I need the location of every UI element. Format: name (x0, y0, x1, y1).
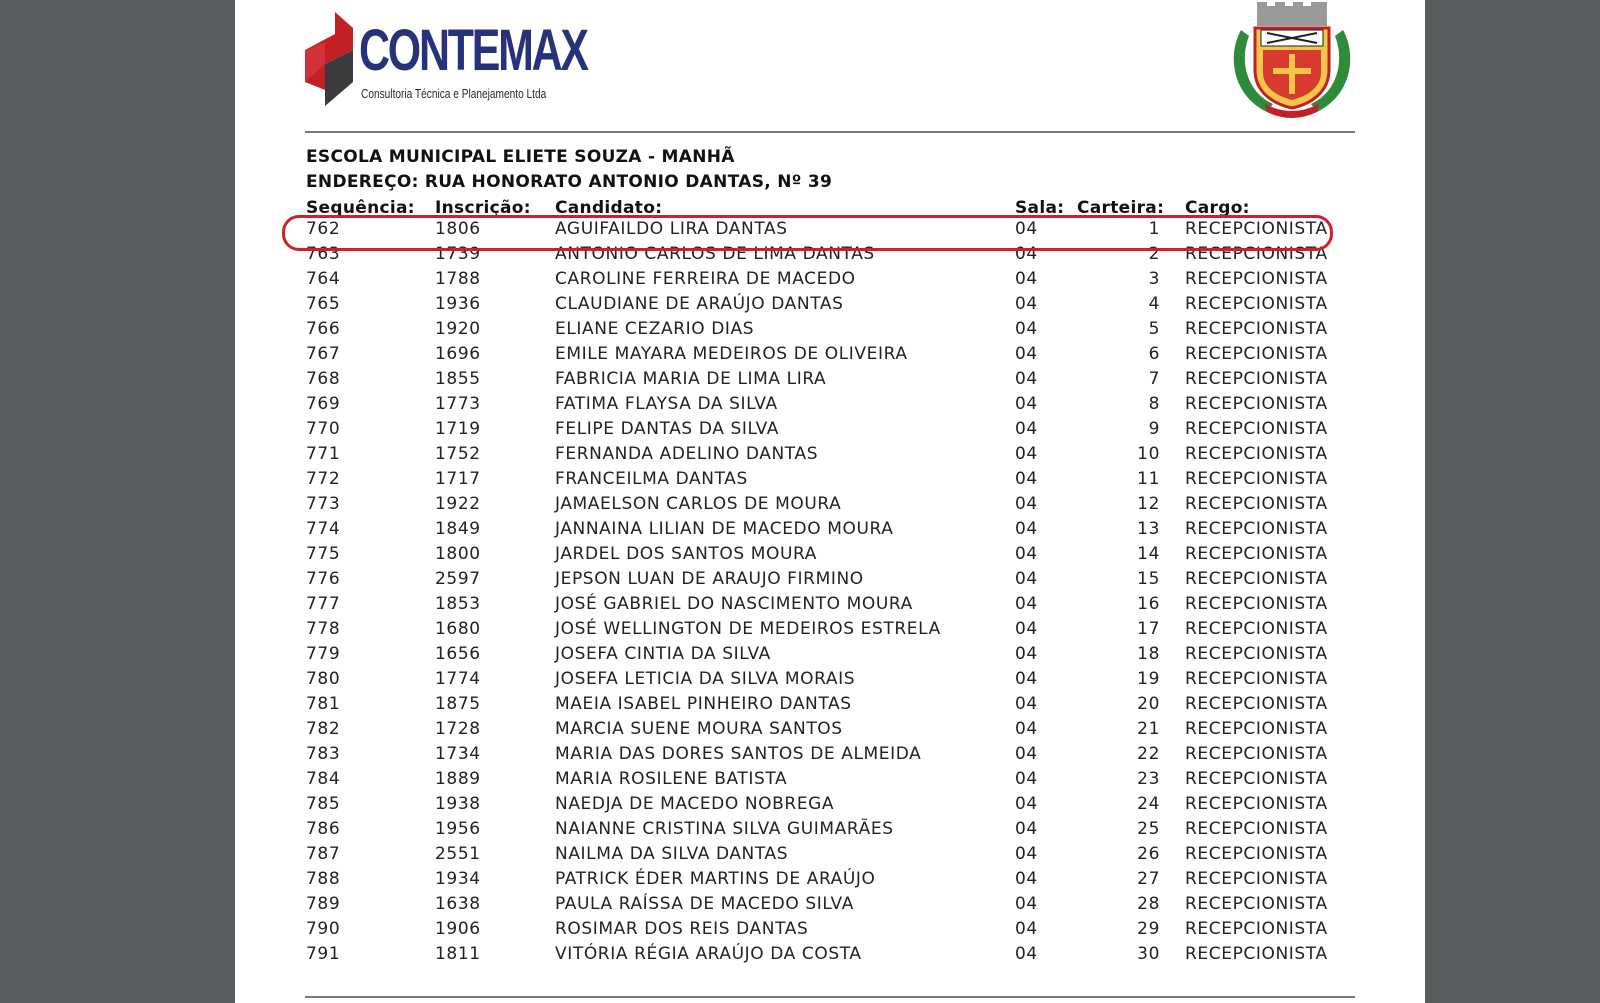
cell-cargo: RECEPCIONISTA (1185, 794, 1328, 814)
table-row (235, 692, 1425, 717)
cell-sequencia: 774 (306, 519, 341, 539)
cell-sequencia: 784 (306, 769, 341, 789)
cell-inscricao: 1938 (435, 794, 481, 814)
cell-sala: 04 (1015, 444, 1038, 464)
cell-inscricao: 1849 (435, 519, 481, 539)
document-page (235, 0, 1425, 1003)
cell-carteira: 1 (1148, 219, 1160, 239)
cell-inscricao: 1811 (435, 944, 481, 964)
cell-sala: 04 (1015, 394, 1038, 414)
cell-sala: 04 (1015, 669, 1038, 689)
cell-sequencia: 771 (306, 444, 341, 464)
cell-cargo: RECEPCIONISTA (1185, 644, 1328, 664)
cell-candidato: MARIA ROSILENE BATISTA (555, 769, 788, 789)
column-header-inscricao: Inscrição: (435, 198, 531, 218)
cell-candidato: MARIA DAS DORES SANTOS DE ALMEIDA (555, 744, 922, 764)
cell-carteira: 29 (1137, 919, 1160, 939)
cell-inscricao: 1922 (435, 494, 481, 514)
cell-inscricao: 1734 (435, 744, 481, 764)
column-header-cargo: Cargo: (1185, 198, 1250, 218)
cell-candidato: FRANCEILMA DANTAS (555, 469, 748, 489)
cell-sequencia: 778 (306, 619, 341, 639)
table-row (235, 292, 1425, 317)
cell-carteira: 26 (1137, 844, 1160, 864)
column-header-candidato: Candidato: (555, 198, 663, 218)
cell-cargo: RECEPCIONISTA (1185, 919, 1328, 939)
cell-sequencia: 768 (306, 369, 341, 389)
table-row (235, 542, 1425, 567)
cell-sala: 04 (1015, 544, 1038, 564)
cell-sequencia: 780 (306, 669, 341, 689)
cell-inscricao: 1774 (435, 669, 481, 689)
cell-inscricao: 1800 (435, 544, 481, 564)
cell-inscricao: 1855 (435, 369, 481, 389)
cell-carteira: 17 (1137, 619, 1160, 639)
cell-inscricao: 1728 (435, 719, 481, 739)
cell-carteira: 16 (1137, 594, 1160, 614)
cell-sala: 04 (1015, 944, 1038, 964)
cell-cargo: RECEPCIONISTA (1185, 219, 1328, 239)
school-address: ENDEREÇO: RUA HONORATO ANTONIO DANTAS, Nº 39 (306, 172, 833, 192)
cell-cargo: RECEPCIONISTA (1185, 844, 1328, 864)
cell-candidato: FATIMA FLAYSA DA SILVA (555, 394, 778, 414)
table-row (235, 217, 1425, 242)
cell-candidato: NAIANNE CRISTINA SILVA GUIMARÃES (555, 819, 894, 839)
cell-sequencia: 782 (306, 719, 341, 739)
cell-cargo: RECEPCIONISTA (1185, 569, 1328, 589)
cell-cargo: RECEPCIONISTA (1185, 269, 1328, 289)
cell-inscricao: 1656 (435, 644, 481, 664)
cell-carteira: 23 (1137, 769, 1160, 789)
cell-sequencia: 766 (306, 319, 341, 339)
cell-candidato: PATRICK ÉDER MARTINS DE ARAÚJO (555, 869, 876, 889)
cell-sala: 04 (1015, 494, 1038, 514)
table-row (235, 267, 1425, 292)
cell-inscricao: 1875 (435, 694, 481, 714)
table-row (235, 242, 1425, 267)
cell-sequencia: 785 (306, 794, 341, 814)
cell-sequencia: 775 (306, 544, 341, 564)
cell-sala: 04 (1015, 769, 1038, 789)
cell-carteira: 2 (1148, 244, 1160, 264)
cell-sequencia: 788 (306, 869, 341, 889)
table-row (235, 942, 1425, 967)
cell-sala: 04 (1015, 469, 1038, 489)
cell-candidato: MAEIA ISABEL PINHEIRO DANTAS (555, 694, 852, 714)
cell-inscricao: 1680 (435, 619, 481, 639)
logo-tagline: Consultoria Técnica e Planejamento Ltda (361, 86, 547, 101)
table-row (235, 442, 1425, 467)
cell-carteira: 5 (1148, 319, 1160, 339)
cell-candidato: AGUIFAILDO LIRA DANTAS (555, 219, 788, 239)
table-row (235, 817, 1425, 842)
footer-divider (305, 996, 1355, 998)
cell-carteira: 24 (1137, 794, 1160, 814)
column-header-carteira: Carteira: (1077, 198, 1165, 218)
contemax-logo (305, 12, 587, 108)
cell-cargo: RECEPCIONISTA (1185, 594, 1328, 614)
cell-carteira: 12 (1137, 494, 1160, 514)
cell-cargo: RECEPCIONISTA (1185, 694, 1328, 714)
table-row (235, 642, 1425, 667)
cell-candidato: JOSÉ GABRIEL DO NASCIMENTO MOURA (555, 594, 913, 614)
cell-candidato: JANNAINA LILIAN DE MACEDO MOURA (555, 519, 894, 539)
table-row (235, 467, 1425, 492)
municipal-crest-icon (1227, 0, 1357, 122)
cell-cargo: RECEPCIONISTA (1185, 244, 1328, 264)
cell-cargo: RECEPCIONISTA (1185, 369, 1328, 389)
cell-sala: 04 (1015, 869, 1038, 889)
cell-candidato: JOSEFA LETICIA DA SILVA MORAIS (555, 669, 856, 689)
logo-name: CONTEMAX (359, 18, 587, 83)
cell-carteira: 4 (1148, 294, 1160, 314)
cell-cargo: RECEPCIONISTA (1185, 744, 1328, 764)
table-row (235, 592, 1425, 617)
cell-sequencia: 776 (306, 569, 341, 589)
table-row (235, 667, 1425, 692)
cell-candidato: JOSÉ WELLINGTON DE MEDEIROS ESTRELA (555, 619, 941, 639)
cell-sala: 04 (1015, 919, 1038, 939)
cell-carteira: 25 (1137, 819, 1160, 839)
cell-carteira: 13 (1137, 519, 1160, 539)
table-row (235, 617, 1425, 642)
cell-cargo: RECEPCIONISTA (1185, 869, 1328, 889)
cell-cargo: RECEPCIONISTA (1185, 469, 1328, 489)
table-row (235, 917, 1425, 942)
cell-sala: 04 (1015, 794, 1038, 814)
cell-sala: 04 (1015, 344, 1038, 364)
table-row (235, 842, 1425, 867)
cell-inscricao: 1906 (435, 919, 481, 939)
header-divider (305, 131, 1355, 133)
cell-candidato: FABRICIA MARIA DE LIMA LIRA (555, 369, 827, 389)
table-row (235, 742, 1425, 767)
cell-sequencia: 790 (306, 919, 341, 939)
cell-cargo: RECEPCIONISTA (1185, 769, 1328, 789)
cell-sala: 04 (1015, 294, 1038, 314)
cell-sala: 04 (1015, 844, 1038, 864)
cell-sequencia: 787 (306, 844, 341, 864)
cell-carteira: 10 (1137, 444, 1160, 464)
cell-inscricao: 1936 (435, 294, 481, 314)
cell-sequencia: 770 (306, 419, 341, 439)
table-row (235, 342, 1425, 367)
cell-cargo: RECEPCIONISTA (1185, 669, 1328, 689)
cell-carteira: 18 (1137, 644, 1160, 664)
cell-inscricao: 1773 (435, 394, 481, 414)
cell-sequencia: 772 (306, 469, 341, 489)
cell-carteira: 21 (1137, 719, 1160, 739)
cell-carteira: 30 (1137, 944, 1160, 964)
cell-cargo: RECEPCIONISTA (1185, 444, 1328, 464)
cell-cargo: RECEPCIONISTA (1185, 419, 1328, 439)
cell-inscricao: 1752 (435, 444, 481, 464)
table-row (235, 517, 1425, 542)
cell-cargo: RECEPCIONISTA (1185, 619, 1328, 639)
cell-candidato: JOSEFA CINTIA DA SILVA (555, 644, 771, 664)
cell-sala: 04 (1015, 744, 1038, 764)
cell-sequencia: 777 (306, 594, 341, 614)
cell-sequencia: 789 (306, 894, 341, 914)
table-row (235, 567, 1425, 592)
cell-sala: 04 (1015, 519, 1038, 539)
cell-carteira: 7 (1148, 369, 1160, 389)
cell-candidato: ANTONIO CARLOS DE LIMA DANTAS (555, 244, 875, 264)
cell-sala: 04 (1015, 219, 1038, 239)
cell-candidato: PAULA RAÍSSA DE MACEDO SILVA (555, 894, 854, 914)
cell-carteira: 27 (1137, 869, 1160, 889)
cell-candidato: VITÓRIA RÉGIA ARAÚJO DA COSTA (555, 944, 862, 964)
cell-sala: 04 (1015, 619, 1038, 639)
table-row (235, 717, 1425, 742)
cell-cargo: RECEPCIONISTA (1185, 344, 1328, 364)
cell-sequencia: 783 (306, 744, 341, 764)
cell-candidato: CAROLINE FERREIRA DE MACEDO (555, 269, 856, 289)
cell-sequencia: 762 (306, 219, 341, 239)
cell-sequencia: 764 (306, 269, 341, 289)
cell-sala: 04 (1015, 419, 1038, 439)
cell-carteira: 14 (1137, 544, 1160, 564)
cell-sequencia: 763 (306, 244, 341, 264)
cell-carteira: 11 (1137, 469, 1160, 489)
cell-inscricao: 1934 (435, 869, 481, 889)
table-row (235, 767, 1425, 792)
cell-candidato: NAILMA DA SILVA DANTAS (555, 844, 789, 864)
table-row (235, 317, 1425, 342)
cell-cargo: RECEPCIONISTA (1185, 719, 1328, 739)
cell-sequencia: 773 (306, 494, 341, 514)
cell-sala: 04 (1015, 244, 1038, 264)
cell-cargo: RECEPCIONISTA (1185, 394, 1328, 414)
table-row (235, 892, 1425, 917)
table-row (235, 417, 1425, 442)
cell-sequencia: 779 (306, 644, 341, 664)
cell-sala: 04 (1015, 819, 1038, 839)
cell-sequencia: 769 (306, 394, 341, 414)
cell-candidato: NAEDJA DE MACEDO NOBREGA (555, 794, 835, 814)
cell-inscricao: 1739 (435, 244, 481, 264)
cell-candidato: ROSIMAR DOS REIS DANTAS (555, 919, 809, 939)
cell-candidato: MARCIA SUENE MOURA SANTOS (555, 719, 843, 739)
cell-sala: 04 (1015, 569, 1038, 589)
cell-inscricao: 1638 (435, 894, 481, 914)
cell-sala: 04 (1015, 369, 1038, 389)
cell-inscricao: 2551 (435, 844, 481, 864)
cell-carteira: 20 (1137, 694, 1160, 714)
cell-cargo: RECEPCIONISTA (1185, 294, 1328, 314)
cell-inscricao: 1853 (435, 594, 481, 614)
cell-candidato: JARDEL DOS SANTOS MOURA (555, 544, 817, 564)
cell-candidato: FELIPE DANTAS DA SILVA (555, 419, 780, 439)
cell-candidato: ELIANE CEZARIO DIAS (555, 319, 755, 339)
table-row (235, 792, 1425, 817)
cell-sala: 04 (1015, 269, 1038, 289)
cell-sala: 04 (1015, 319, 1038, 339)
table-row (235, 492, 1425, 517)
cell-inscricao: 1889 (435, 769, 481, 789)
cell-inscricao: 1788 (435, 269, 481, 289)
cell-candidato: JAMAELSON CARLOS DE MOURA (555, 494, 842, 514)
table-row (235, 367, 1425, 392)
cell-carteira: 22 (1137, 744, 1160, 764)
cell-carteira: 3 (1148, 269, 1160, 289)
cell-carteira: 15 (1137, 569, 1160, 589)
cell-candidato: JEPSON LUAN DE ARAUJO FIRMINO (555, 569, 864, 589)
cell-sequencia: 765 (306, 294, 341, 314)
cell-cargo: RECEPCIONISTA (1185, 819, 1328, 839)
cell-sala: 04 (1015, 644, 1038, 664)
cell-inscricao: 1920 (435, 319, 481, 339)
cell-cargo: RECEPCIONISTA (1185, 519, 1328, 539)
cell-cargo: RECEPCIONISTA (1185, 894, 1328, 914)
cell-sala: 04 (1015, 594, 1038, 614)
cell-sequencia: 767 (306, 344, 341, 364)
column-header-sequencia: Sequência: (306, 198, 415, 218)
cell-inscricao: 1717 (435, 469, 481, 489)
cell-carteira: 28 (1137, 894, 1160, 914)
cell-cargo: RECEPCIONISTA (1185, 494, 1328, 514)
cell-inscricao: 1719 (435, 419, 481, 439)
cell-cargo: RECEPCIONISTA (1185, 319, 1328, 339)
cell-inscricao: 1956 (435, 819, 481, 839)
cell-carteira: 19 (1137, 669, 1160, 689)
column-header-sala: Sala: (1015, 198, 1065, 218)
cell-sequencia: 786 (306, 819, 341, 839)
cell-cargo: RECEPCIONISTA (1185, 544, 1328, 564)
table-row (235, 392, 1425, 417)
cell-sala: 04 (1015, 694, 1038, 714)
school-name: ESCOLA MUNICIPAL ELIETE SOUZA - MANHÃ (306, 147, 735, 167)
cell-inscricao: 2597 (435, 569, 481, 589)
cell-inscricao: 1696 (435, 344, 481, 364)
cell-carteira: 9 (1148, 419, 1160, 439)
contemax-logo-icon (305, 12, 357, 108)
cell-candidato: EMILE MAYARA MEDEIROS DE OLIVEIRA (555, 344, 908, 364)
cell-candidato: CLAUDIANE DE ARAÚJO DANTAS (555, 294, 844, 314)
cell-candidato: FERNANDA ADELINO DANTAS (555, 444, 819, 464)
cell-sala: 04 (1015, 894, 1038, 914)
cell-carteira: 6 (1148, 344, 1160, 364)
cell-inscricao: 1806 (435, 219, 481, 239)
cell-sequencia: 781 (306, 694, 341, 714)
cell-carteira: 8 (1148, 394, 1160, 414)
cell-sala: 04 (1015, 719, 1038, 739)
table-row (235, 867, 1425, 892)
cell-cargo: RECEPCIONISTA (1185, 944, 1328, 964)
cell-sequencia: 791 (306, 944, 341, 964)
